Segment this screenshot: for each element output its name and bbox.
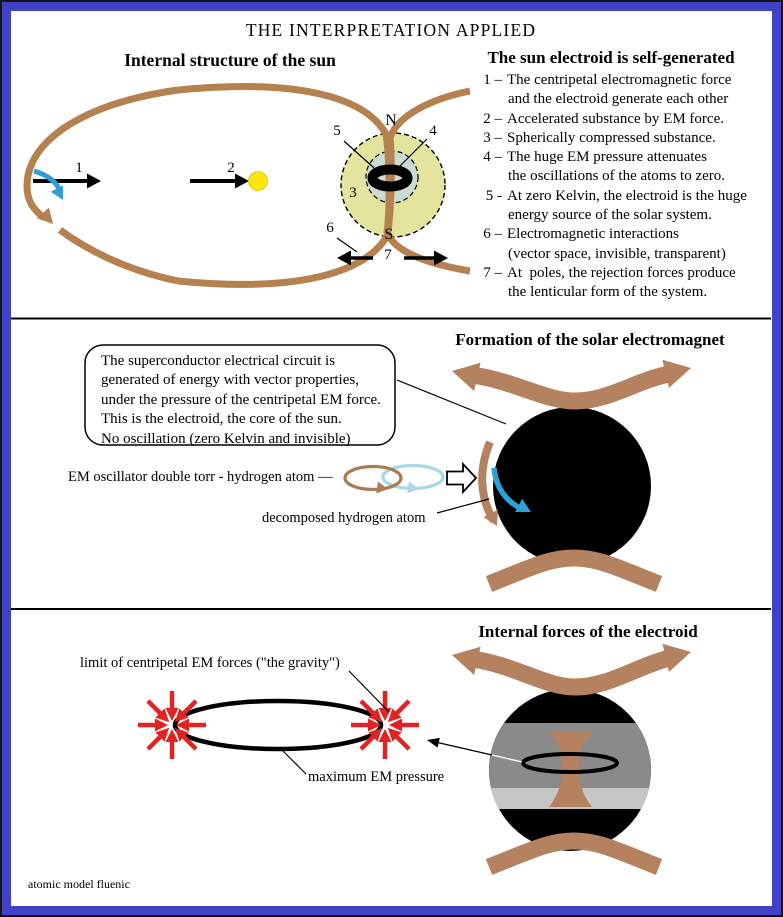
callout-5: 5 — [333, 123, 341, 139]
list-item: 6 – Electromagnetic interactions (vector space, invisible, transparent) — [483, 226, 726, 262]
heading-internal-forces: Internal forces of the electroid — [478, 622, 698, 641]
pressure-label: maximum EM pressure — [308, 769, 445, 785]
callout-7: 7 — [384, 247, 392, 263]
list-item: 7 – At poles, the rejection forces produce the lenticular form of the system. — [483, 264, 736, 301]
list-item: 1 – The centripetal electromagnetic force and the electroid generate each other — [483, 72, 732, 108]
list-item: 4 – The huge EM pressure attenuates the oscillations of the atoms to zero. — [483, 149, 726, 185]
heading-internal-structure: Internal structure of the sun — [124, 50, 336, 70]
decomposed-label: decomposed hydrogen atom — [262, 510, 426, 526]
list-item: 2 – Accelerated substance by EM force. — [483, 110, 724, 127]
list-item: 3 – Spherically compressed substance. — [483, 129, 716, 146]
limit-label: limit of centripetal EM forces ("the gravity") — [80, 655, 340, 671]
pole-label-south: S — [384, 226, 394, 243]
heading-self-generated: The sun electroid is self-generated — [487, 48, 735, 67]
page-title: THE INTERPRETATION APPLIED — [245, 20, 537, 40]
oscillator-label: EM oscillator double torr - hydrogen atom — — [68, 469, 333, 485]
footer-note: atomic model fluenic — [28, 877, 130, 891]
callout-6: 6 — [326, 220, 334, 236]
callout-4: 4 — [429, 123, 437, 139]
heading-formation: Formation of the solar electromagnet — [455, 330, 725, 349]
list-item: 5 - At zero Kelvin, the electroid is the huge energy source of the solar system. — [485, 187, 747, 224]
callout-1: 1 — [75, 160, 83, 176]
callout-2: 2 — [227, 160, 235, 176]
callout-3: 3 — [349, 185, 357, 201]
explanation-box-text: The superconductor electrical circuit is generated of energy with vector properties, under the pressure of the centripetal EM force. This is the electroid, the core of the sun. No oscillation (zero Kelvin and invisible) — [101, 353, 381, 447]
pole-label-north: N — [385, 112, 397, 129]
